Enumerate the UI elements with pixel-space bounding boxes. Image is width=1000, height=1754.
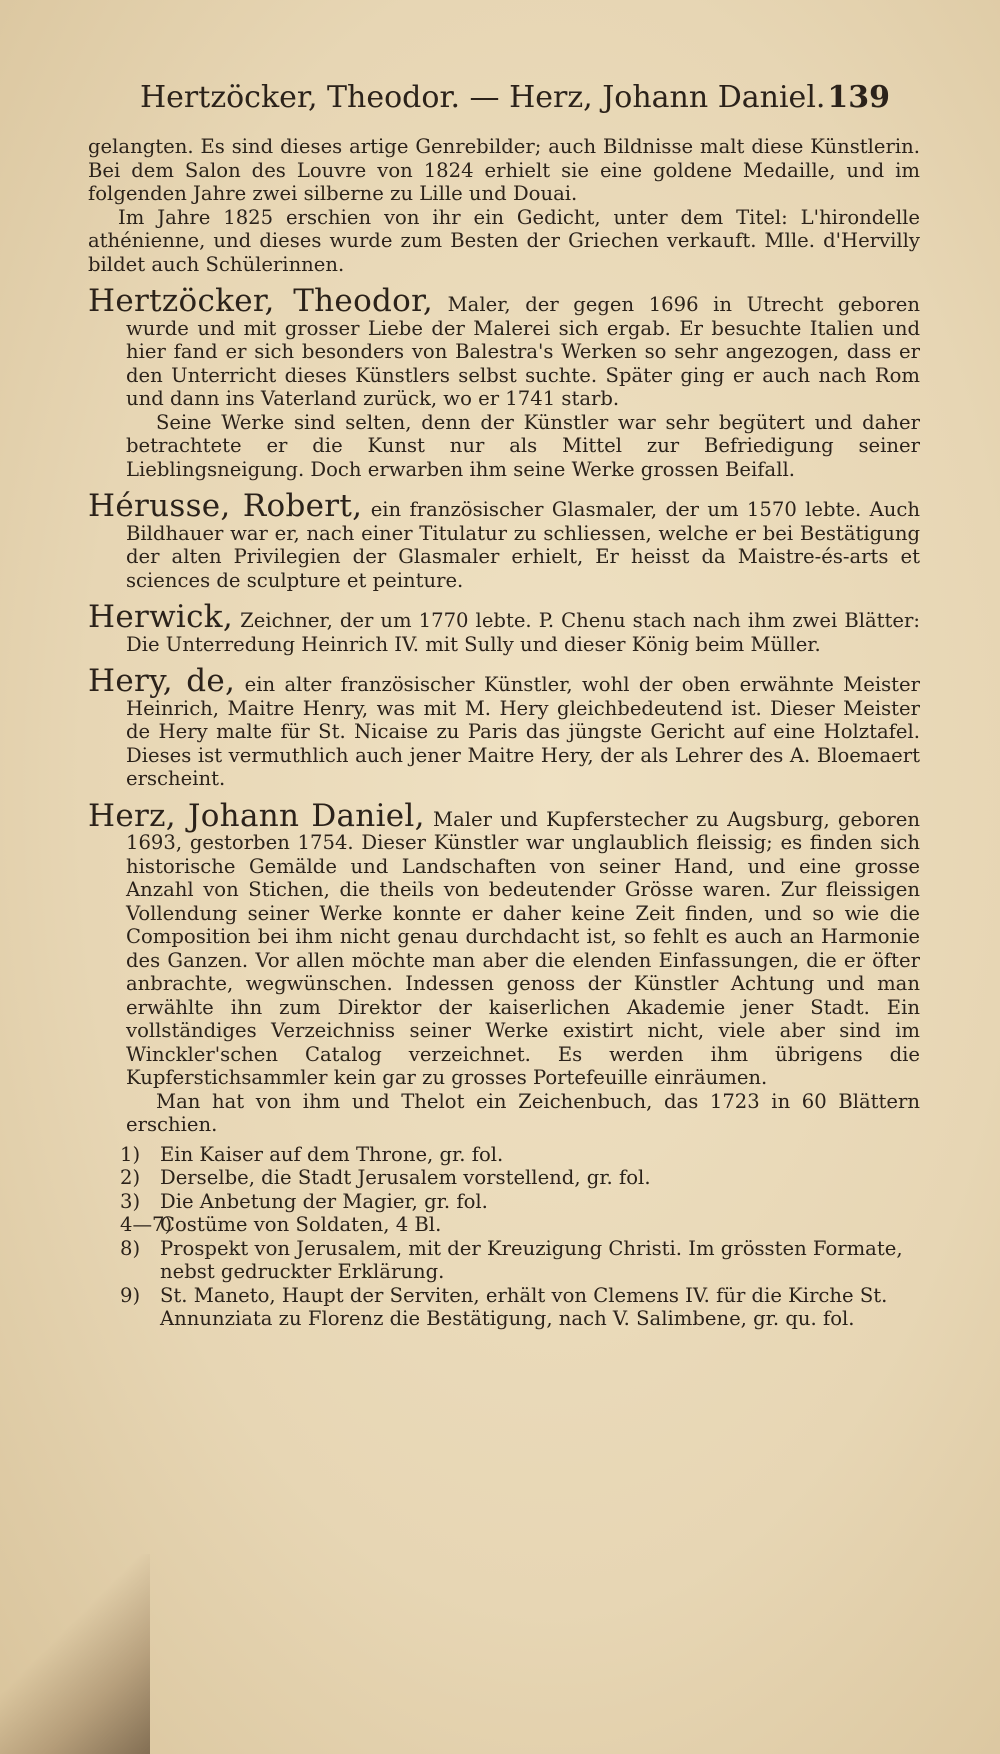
entry-text: Zeichner, der um 1770 lebte. P. Chenu stach nach ihm zwei Blätter: Die Unterredung Heinrich IV. mit Sully und dieser König beim Müller. [126,609,920,656]
entry-extra: Man hat von ihm und Thelot ein Zeichenbuch, das 1723 in 60 Blättern erschien. [126,1089,920,1136]
work-item [120,1213,920,1237]
work-text: Prospekt von Jerusalem, mit der Kreuzigung Christi. Im grössten Formate, nebst gedruckter Erklärung. [160,1236,903,1283]
entry-text: ein französischer Glasmaler, der um 1570 lebte. Auch Bildhauer war er, nach einer Titulatur zu schliessen, welche er bei Bestätigung der alten Privilegien der Glasmaler erhielt, Er heisst da Maistre-és-arts et sciences de sculpture et peinture. [126,498,920,592]
entry-text: Maler, der gegen 1696 in Utrecht geboren wurde und mit grosser Liebe der Malerei sich ergab. Er besuchte Italien und hier fand er sich besonders von Balestra's Werken so sehr angezogen, dass er den Unterricht dieses Künstlers selbst suchte. Später ging er auch nach Rom und dann ins Vaterland zurück, wo er 1741 starb. [126,293,920,410]
entry-hery [88,663,920,791]
entry-text: Maler und Kupferstecher zu Augsburg, geboren 1693, gestorben 1754. Dieser Künstler war unglaublich fleissig; es finden sich historische Gemälde und Landschaften von seiner Hand, und eine grosse Anzahl von Stichen, die theils von bedeutender Grösse waren. Zur fleissigen Vollendung seiner Werke konnte er daher keine Zeit finden, und so wie die Composition bei ihm nicht genau durchdacht ist, so fehlt es auch an Harmonie des Ganzen. Vor allen möchte man aber die elenden Einfassungen, die er öfter anbrachte, wegwünschen. Indessen genoss der Künstler Achtung und man erwählte ihn zum Direktor der kaiserlichen Akademie jener Stadt. Ein vollständiges Verzeichniss seiner Werke existirt nicht, viele aber sind im Winckler'schen Catalog verzeichnet. Es werden ihm übrigens die Kupferstichsammler kein gar zu grosses Portefeuille einräumen. [126,807,920,1089]
work-text: St. Maneto, Haupt der Serviten, erhält von Clemens IV. für die Kirche St. Annunziata zu Florenz die Bestätigung, nach V. Salimbene, gr. qu. fol. [160,1283,888,1330]
work-item [120,1237,920,1284]
header-title: Hertzöcker, Theodor. — Herz, Johann Daniel. [140,80,826,115]
page-number: 139 [827,80,890,115]
entry-text: ein alter französischer Künstler, wohl der oben erwähnte Meister Heinrich, Maitre Henry, was mit M. Hery gleichbedeutend ist. Dieser Meister de Hery malte für St. Nicaise zu Paris das jüngste Gericht auf eine Holztafel. Dieses ist vermuthlich auch jener Maitre Hery, der als Lehrer des A. Bloemaert erscheint. [126,673,920,790]
intro-paragraph: Im Jahre 1825 erschien von ihr ein Gedicht, unter dem Titel: L'hirondelle athénienne, und dieses wurde zum Besten der Griechen verkauft. Mlle. d'Hervilly bildet auch Schülerinnen. [88,205,920,276]
entry-name: Herwick, [88,599,234,635]
entry-name: Herz, Johann Daniel, [88,797,425,834]
work-text: Ein Kaiser auf dem Throne, gr. fol. [160,1142,504,1166]
work-number: 4—7) [120,1213,173,1236]
work-item [120,1143,920,1167]
page-content [88,135,920,1331]
entry-name: Hertzöcker, Theodor, [88,283,434,319]
work-text: Die Anbetung der Magier, gr. fol. [160,1189,488,1213]
entry-name: Hery, de, [88,663,236,699]
entry-hertzoecker [88,283,920,481]
work-text: Costüme von Soldaten, 4 Bl. [160,1213,442,1236]
work-number: 8) [120,1236,141,1260]
works-list [120,1143,920,1331]
page-shadow [0,1554,150,1754]
intro-paragraph: gelangten. Es sind dieses artige Genrebilder; auch Bildnisse malt diese Künstlerin. Bei dem Salon des Louvre von 1824 erhielt sie eine goldene Medaille, und im folgenden Jahre zwei silberne zu Lille und Douai. [88,135,920,205]
work-item [120,1190,920,1214]
entry-extra: Seine Werke sind selten, denn der Künstler war sehr begütert und daher betrachtete er die Kunst nur als Mittel zur Befriedigung seiner Lieblingsneigung. Doch erwarben ihm seine Werke grossen Beifall. [126,410,920,481]
work-number: 9) [120,1283,141,1307]
work-text: Derselbe, die Stadt Jerusalem vorstellend, gr. fol. [160,1166,651,1189]
entry-herusse [88,488,920,592]
entry-herwick [88,599,920,656]
entry-herz [88,797,920,1331]
work-number: 3) [120,1189,141,1213]
work-number: 1) [120,1142,141,1166]
running-header [140,78,890,118]
work-item [120,1166,920,1190]
work-item [120,1284,920,1331]
work-number: 2) [120,1166,141,1189]
entry-name: Hérusse, Robert, [88,488,363,524]
